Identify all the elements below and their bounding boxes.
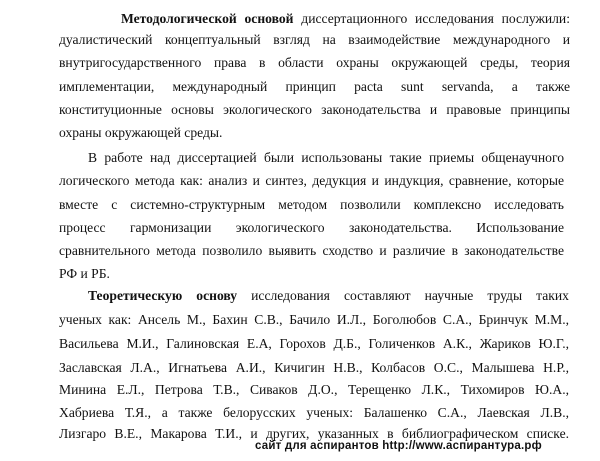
paragraph-line: Васильева М.И., Галиновская Е.А, Горохов Д.Б., Голиченков А.К., Жариков Ю.Г.,	[59, 336, 569, 351]
paragraph-line: Теоретическую основу исследования составляют научные труды таких	[88, 288, 569, 303]
site-watermark: сайт для аспирантов http://www.аспирантура.рф	[255, 440, 542, 452]
bold-term: Методологической основой	[121, 11, 294, 26]
paragraph-line: вместе с системно-структурным методом позволили комплексно исследовать	[59, 197, 564, 212]
paragraph-line: дуалистический концептуальный взгляд на взаимодействие международного и	[59, 32, 570, 47]
bold-term: Теоретическую основу	[88, 288, 238, 303]
paragraph-line: Минина Е.Л., Петрова Т.В., Сиваков Д.О., Терещенко Л.К., Тихомиров Ю.А.,	[59, 382, 569, 397]
paragraph-line: РФ и РБ.	[59, 266, 110, 281]
paragraph-line: В работе над диссертацией были использованы такие приемы общенаучного	[88, 150, 564, 165]
paragraph-line: охраны окружающей среды.	[59, 125, 223, 140]
paragraph-line: имплементации, международный принцип pacta sunt servanda, а также	[59, 79, 570, 94]
paragraph-line: Хабриева Т.Я., а также белорусских ученых: Балашенко С.А., Лаевская Л.В.,	[59, 405, 569, 420]
paragraph-line: сравнительного метода позволило выявить сходство и различие в законодательстве	[59, 243, 564, 258]
paragraph-line: внутригосударственного права в области охраны окружающей среды, теория	[59, 55, 570, 70]
paragraph-line: Методологической основой диссертационного исследования послужили:	[121, 11, 570, 26]
paragraph-line: Лизгаро В.Е., Макарова Т.И., и других, указанных в библиографическом списке.	[59, 426, 569, 441]
paragraph-line: логического метода как: анализ и синтез, дедукция и индукция, сравнение, которые	[59, 173, 564, 188]
paragraph-line: конституционные основы экологического законодательства и правовые принципы	[59, 102, 570, 117]
paragraph-line: процесс гармонизации экологического законодательства. Использование	[59, 220, 564, 235]
paragraph-line: Заславская Л.А., Игнатьева А.И., Кичигин Н.В., Колбасов О.С., Малышева Н.Р.,	[59, 360, 569, 375]
paragraph-line: ученых как: Ансель М., Бахин С.В., Бачило И.Л., Боголюбов С.А., Бринчук М.М.,	[59, 312, 569, 327]
